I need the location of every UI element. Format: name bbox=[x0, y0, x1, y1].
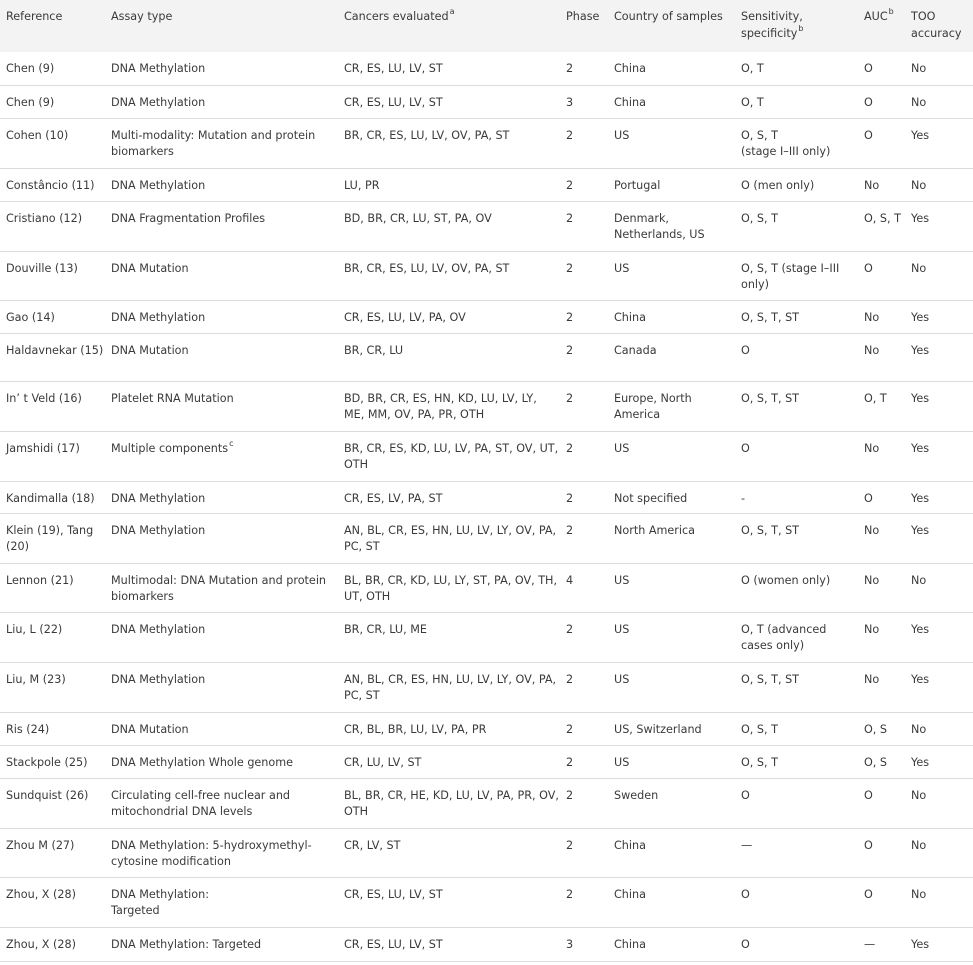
header-cancers-evaluated: Cancers evaluated$^a$ bbox=[344, 7, 455, 23]
footnote-marker: b bbox=[888, 7, 894, 17]
cell-sensitivity: O, S, T, ST bbox=[741, 672, 800, 686]
cell-auc: O, S, T bbox=[864, 211, 901, 225]
cell-assay-type: DNA Mutation bbox=[111, 722, 189, 736]
cell-too-accuracy: Yes bbox=[911, 128, 930, 142]
table-row bbox=[0, 778, 973, 828]
cell-too-accuracy: Yes bbox=[911, 755, 930, 769]
cell-reference: Cohen (10) bbox=[6, 128, 69, 142]
cell-phase: 2 bbox=[566, 441, 574, 455]
cell-assay-type: DNA Methylation bbox=[111, 672, 206, 686]
table-row bbox=[0, 168, 973, 201]
cell-too-accuracy: Yes bbox=[911, 343, 930, 357]
cell-reference: Constâncio (11) bbox=[6, 178, 95, 192]
cell-country: US bbox=[614, 573, 630, 587]
cell-auc: O bbox=[864, 95, 873, 109]
cell-phase: 2 bbox=[566, 178, 574, 192]
cell-sensitivity: O, S, T, ST bbox=[741, 310, 800, 324]
cell-assay-type: DNA Methylation bbox=[111, 178, 206, 192]
cell-reference: Chen (9) bbox=[6, 62, 55, 75]
cell-phase: 2 bbox=[566, 622, 574, 636]
cell-cancers: CR, ES, LU, LV, ST bbox=[344, 937, 443, 951]
cell-assay-type bbox=[105, 431, 338, 481]
cell-phase: 2 bbox=[566, 672, 574, 686]
cell-cancers: BR, CR, ES, LU, LV, OV, PA, ST bbox=[344, 261, 510, 275]
cell-phase: 2 bbox=[566, 343, 574, 357]
cell-too-accuracy: No bbox=[911, 573, 927, 587]
cell-sensitivity: O, S, T bbox=[741, 722, 778, 736]
cell-assay-type: DNA Methylation: Targeted bbox=[111, 937, 262, 951]
cell-too-accuracy: No bbox=[911, 178, 927, 192]
cell-auc: No bbox=[864, 310, 880, 324]
cell-country: Europe, North America bbox=[614, 391, 692, 421]
sensitivity-line: O, S, T bbox=[741, 128, 778, 142]
cell-assay-type: DNA Mutation bbox=[111, 261, 189, 275]
cell-reference: Gao (14) bbox=[6, 310, 55, 324]
cell-assay-type: DNA Methylation bbox=[111, 310, 206, 324]
cell-phase: 3 bbox=[566, 937, 574, 951]
table-row bbox=[0, 333, 973, 381]
footnote-marker: c bbox=[229, 438, 234, 448]
cell-too-accuracy: Yes bbox=[911, 491, 930, 505]
cell-cancers: BL, BR, CR, HE, KD, LU, LV, PA, PR, OV, OTH bbox=[344, 788, 559, 818]
table-row bbox=[0, 877, 973, 927]
cell-cancers: CR, BL, BR, LU, LV, PA, PR bbox=[344, 722, 487, 736]
cell-cancers: CR, ES, LU, LV, ST bbox=[344, 62, 443, 75]
cell-too-accuracy: No bbox=[911, 838, 927, 852]
cell-auc: O bbox=[864, 838, 873, 852]
cell-assay-type: DNA Methylation bbox=[111, 62, 206, 75]
cell-assay-type: Multi-modality: Mutation and protein biomarkers bbox=[111, 128, 316, 158]
cell-phase: 2 bbox=[566, 523, 574, 537]
cell-assay-type bbox=[105, 877, 338, 927]
cell-auc: O bbox=[864, 491, 873, 505]
cell-phase: 2 bbox=[566, 261, 574, 275]
cell-auc: O bbox=[864, 887, 873, 901]
table-row bbox=[0, 118, 973, 168]
table-header-row bbox=[0, 0, 973, 52]
header-sensitivity: Sensitivity, specificity$^b$ bbox=[741, 10, 804, 40]
cell-sensitivity: O, S, T, ST bbox=[741, 391, 800, 405]
cell-auc: No bbox=[864, 672, 880, 686]
cell-country: China bbox=[614, 937, 646, 951]
cell-too-accuracy: Yes bbox=[911, 937, 930, 951]
assay-text: Multiple components bbox=[111, 441, 229, 455]
table-row bbox=[0, 612, 973, 662]
cell-reference: Zhou M (27) bbox=[6, 838, 75, 852]
cell-too-accuracy: No bbox=[911, 95, 927, 109]
cell-reference: Sundquist (26) bbox=[6, 788, 89, 802]
cell-auc: O, S bbox=[864, 755, 888, 769]
assay-line: DNA Methylation: bbox=[111, 887, 209, 901]
sensitivity-note: (stage I–III only) bbox=[741, 145, 831, 158]
cell-reference: Douville (13) bbox=[6, 261, 78, 275]
cell-too-accuracy: Yes bbox=[911, 622, 930, 636]
cell-reference: Cristiano (12) bbox=[6, 211, 83, 225]
footnote-marker: a bbox=[449, 7, 455, 17]
cell-phase: 2 bbox=[566, 722, 574, 736]
cell-reference: Jamshidi (17) bbox=[6, 441, 80, 455]
header-assay-type: Assay type bbox=[111, 10, 173, 23]
cell-too-accuracy: Yes bbox=[911, 523, 930, 537]
table-row bbox=[0, 563, 973, 612]
cell-too-accuracy: Yes bbox=[911, 391, 930, 405]
cell-auc: No bbox=[864, 573, 880, 587]
cell-auc: No bbox=[864, 441, 880, 455]
table-row bbox=[0, 927, 973, 961]
cell-country: China bbox=[614, 95, 646, 109]
cell-too-accuracy: Yes bbox=[911, 441, 930, 455]
cell-phase: 2 bbox=[566, 211, 574, 225]
cell-cancers: BR, CR, LU, ME bbox=[344, 622, 427, 636]
table-row bbox=[0, 381, 973, 431]
cell-cancers: CR, LU, LV, ST bbox=[344, 755, 422, 769]
cell-cancers: BD, BR, CR, ES, HN, KD, LU, LV, LY, ME, MM, OV, PA, PR, OTH bbox=[344, 391, 537, 421]
cell-phase: 2 bbox=[566, 62, 574, 75]
cell-country: North America bbox=[614, 523, 695, 537]
cell-assay-type: DNA Fragmentation Profiles bbox=[111, 211, 266, 225]
cell-phase: 2 bbox=[566, 755, 574, 769]
cell-too-accuracy: No bbox=[911, 261, 927, 275]
cell-sensitivity: O (men only) bbox=[741, 178, 815, 192]
cell-too-accuracy: Yes bbox=[911, 211, 930, 225]
table-row bbox=[0, 85, 973, 118]
cell-assay-type: Circulating cell-free nuclear and mitochondrial DNA levels bbox=[111, 788, 291, 818]
cell-phase: 2 bbox=[566, 788, 574, 802]
cell-auc: O, S bbox=[864, 722, 888, 736]
cell-auc: No bbox=[864, 178, 880, 192]
cell-cancers: AN, BL, CR, ES, HN, LU, LV, LY, OV, PA, PC, ST bbox=[344, 523, 557, 553]
cell-sensitivity: O bbox=[741, 441, 750, 455]
header-reference: Reference bbox=[6, 10, 63, 23]
cell-cancers: BD, BR, CR, LU, ST, PA, OV bbox=[344, 211, 492, 225]
cell-country: Canada bbox=[614, 343, 657, 357]
cell-assay-type: Multimodal: DNA Mutation and protein biomarkers bbox=[111, 573, 327, 603]
cell-cancers: CR, ES, LU, LV, PA, OV bbox=[344, 310, 466, 324]
cell-reference: Chen (9) bbox=[6, 95, 55, 109]
cell-reference: Liu, M (23) bbox=[6, 672, 66, 686]
table-row bbox=[0, 300, 973, 333]
cell-cancers: AN, BL, CR, ES, HN, LU, LV, LY, OV, PA, PC, ST bbox=[344, 672, 557, 702]
cell-reference: Stackpole (25) bbox=[6, 755, 88, 769]
cell-cancers: CR, ES, LV, PA, ST bbox=[344, 491, 443, 505]
cell-country: US, Switzerland bbox=[614, 722, 702, 736]
footnote-marker: b bbox=[798, 23, 804, 33]
cell-cancers: LU, PR bbox=[344, 178, 380, 192]
table-row bbox=[0, 52, 973, 85]
cell-cancers: CR, ES, LU, LV, ST bbox=[344, 95, 443, 109]
cell-auc: No bbox=[864, 523, 880, 537]
cell-reference: Zhou, X (28) bbox=[6, 887, 76, 901]
cell-assay-type: DNA Mutation bbox=[111, 343, 189, 357]
cell-assay-type: Platelet RNA Mutation bbox=[111, 391, 234, 405]
header-too-accuracy: TOO accuracy bbox=[911, 10, 962, 40]
cell-phase: 2 bbox=[566, 128, 574, 142]
cell-too-accuracy: No bbox=[911, 887, 927, 901]
cell-sensitivity: O, T (advanced cases only) bbox=[741, 622, 827, 652]
cell-sensitivity: O bbox=[741, 887, 750, 901]
table-row bbox=[0, 431, 973, 481]
cell-cancers: BR, CR, LU bbox=[344, 343, 404, 357]
cell-auc: O bbox=[864, 62, 873, 75]
cell-assay-type: DNA Methylation bbox=[111, 95, 206, 109]
cell-too-accuracy: No bbox=[911, 62, 927, 75]
cell-sensitivity: - bbox=[741, 491, 746, 505]
header-auc: AUC$^b$ bbox=[864, 7, 894, 23]
cell-assay-type: DNA Methylation Whole genome bbox=[111, 755, 294, 769]
cell-reference: Kandimalla (18) bbox=[6, 491, 95, 505]
cell-phase: 2 bbox=[566, 491, 574, 505]
cell-assay-type: DNA Methylation bbox=[111, 622, 206, 636]
cell-country: US bbox=[614, 622, 630, 636]
cell-country: China bbox=[614, 62, 646, 75]
cell-sensitivity: O, S, T (stage I–III only) bbox=[741, 261, 840, 291]
cell-country: Not specified bbox=[614, 491, 688, 505]
cell-auc: — bbox=[864, 937, 876, 951]
cell-sensitivity: O, T bbox=[741, 95, 764, 109]
cell-sensitivity: O, S, T, ST bbox=[741, 523, 800, 537]
cell-too-accuracy: No bbox=[911, 722, 927, 736]
cell-sensitivity: O, T bbox=[741, 62, 764, 75]
cell-country: Sweden bbox=[614, 788, 659, 802]
cell-too-accuracy: No bbox=[911, 788, 927, 802]
table-row bbox=[0, 201, 973, 251]
table-row bbox=[0, 513, 973, 563]
assay-line: Targeted bbox=[111, 904, 160, 917]
cell-country: China bbox=[614, 310, 646, 324]
cell-phase: 2 bbox=[566, 310, 574, 324]
cell-country: Portugal bbox=[614, 178, 661, 192]
cell-country: US bbox=[614, 672, 630, 686]
cell-country: China bbox=[614, 838, 646, 852]
cell-assay-type: DNA Methylation: 5-hydroxymethyl-cytosine modification bbox=[111, 838, 312, 868]
cell-sensitivity: O bbox=[741, 788, 750, 802]
table-row bbox=[0, 662, 973, 712]
cell-phase: 3 bbox=[566, 95, 574, 109]
header-country: Country of samples bbox=[614, 10, 723, 23]
cell-phase: 2 bbox=[566, 887, 574, 901]
cell-country: US bbox=[614, 128, 630, 142]
table-row bbox=[0, 745, 973, 778]
cell-reference: In’ t Veld (16) bbox=[6, 391, 82, 405]
cell-assay-type: DNA Methylation bbox=[111, 491, 206, 505]
cell-auc: O bbox=[864, 261, 873, 275]
cell-too-accuracy: Yes bbox=[911, 310, 930, 324]
cell-country: US bbox=[614, 261, 630, 275]
cell-too-accuracy: Yes bbox=[911, 672, 930, 686]
cell-reference: Ris (24) bbox=[6, 722, 50, 736]
cell-reference: Liu, L (22) bbox=[6, 622, 63, 636]
cell-reference: Klein (19), Tang (20) bbox=[6, 523, 94, 553]
cell-reference: Zhou, X (28) bbox=[6, 937, 76, 951]
cell-cancers: BL, BR, CR, KD, LU, LY, ST, PA, OV, TH, UT, OTH bbox=[344, 573, 558, 603]
cell-phase: 2 bbox=[566, 838, 574, 852]
cell-auc: O, T bbox=[864, 391, 887, 405]
cell-cancers: CR, ES, LU, LV, ST bbox=[344, 887, 443, 901]
cell-auc: No bbox=[864, 343, 880, 357]
header-phase: Phase bbox=[566, 10, 600, 23]
table-row bbox=[0, 712, 973, 745]
cell-sensitivity: O bbox=[741, 343, 750, 357]
table-row bbox=[0, 828, 973, 877]
cell-sensitivity bbox=[735, 118, 858, 168]
cell-sensitivity: O, S, T bbox=[741, 211, 778, 225]
cell-reference: Haldavnekar (15) bbox=[6, 343, 104, 357]
cell-sensitivity: O, S, T bbox=[741, 755, 778, 769]
cell-auc: O bbox=[864, 788, 873, 802]
cell-country: Denmark, Netherlands, US bbox=[614, 211, 705, 241]
cell-country: US bbox=[614, 755, 630, 769]
cell-reference: Lennon (21) bbox=[6, 573, 74, 587]
cell-country: US bbox=[614, 441, 630, 455]
cell-assay-type: DNA Methylation bbox=[111, 523, 206, 537]
cell-auc: O bbox=[864, 128, 873, 142]
cell-country: China bbox=[614, 887, 646, 901]
cell-cancers: BR, CR, ES, KD, LU, LV, PA, ST, OV, UT, OTH bbox=[344, 441, 559, 471]
cell-sensitivity: O bbox=[741, 937, 750, 951]
table-row bbox=[0, 251, 973, 300]
cell-cancers: BR, CR, ES, LU, LV, OV, PA, ST bbox=[344, 128, 510, 142]
table-row bbox=[0, 481, 973, 513]
cell-phase: 4 bbox=[566, 573, 574, 587]
cell-sensitivity: — bbox=[741, 838, 753, 852]
cell-auc: No bbox=[864, 622, 880, 636]
cell-sensitivity: O (women only) bbox=[741, 573, 831, 587]
cell-cancers: CR, LV, ST bbox=[344, 838, 401, 852]
cell-phase: 2 bbox=[566, 391, 574, 405]
